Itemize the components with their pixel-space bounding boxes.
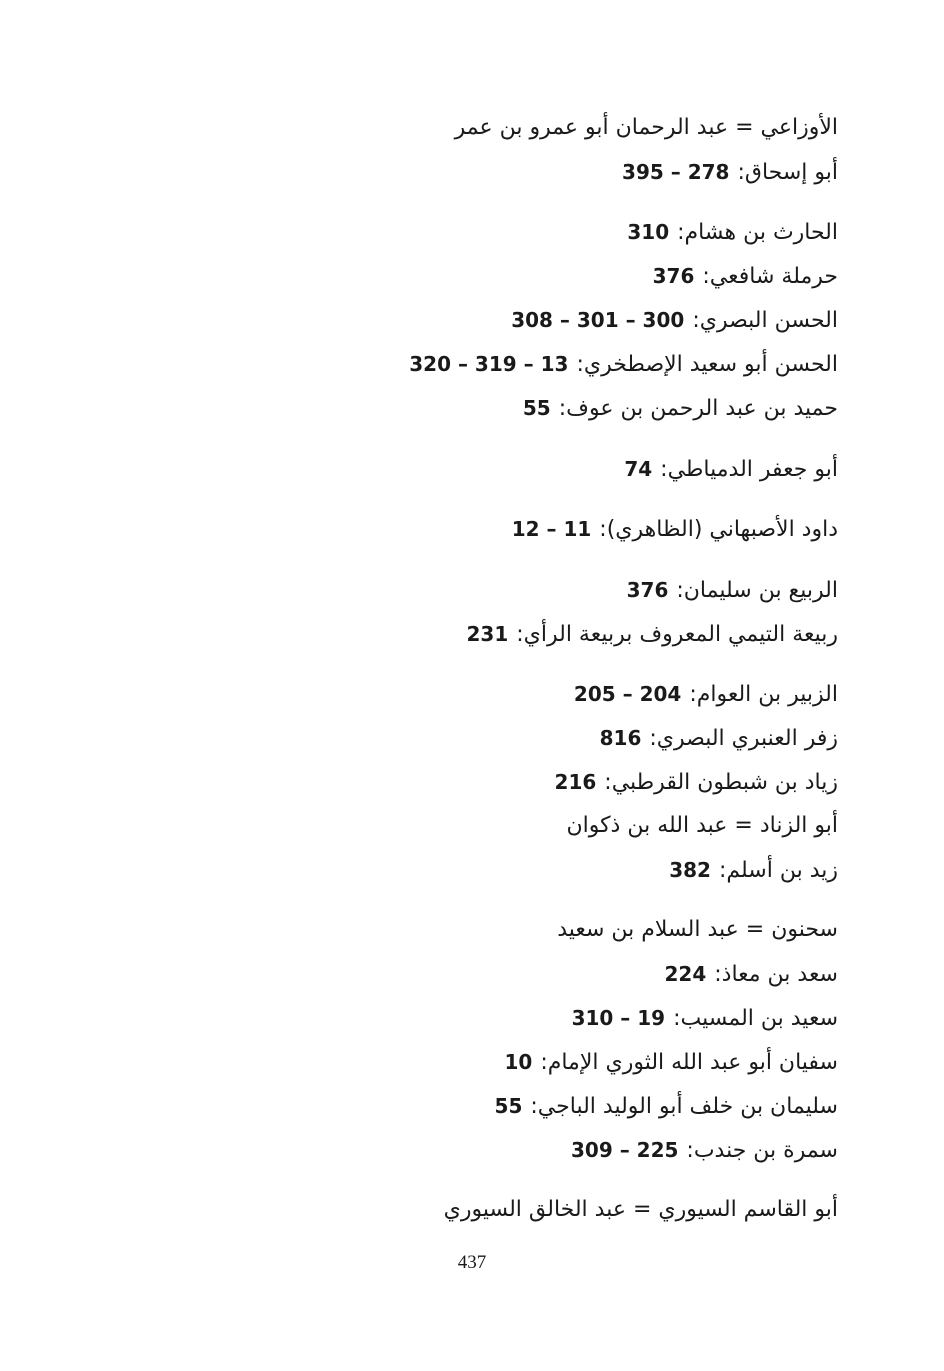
entry-pages: 55 — [494, 1094, 523, 1118]
index-entry — [566, 811, 838, 841]
entry-pages: 12 – 11 — [511, 517, 592, 541]
index-entry — [455, 113, 838, 143]
index-entry — [664, 959, 838, 989]
entry-name: سليمان بن خلف أبو الوليد الباجي: — [530, 1094, 838, 1119]
entry-name: أبو القاسم السيوري = عبد الخالق السيوري — [443, 1197, 838, 1222]
index-entry — [409, 349, 838, 379]
index-entry — [444, 1195, 838, 1225]
entry-pages: 10 — [504, 1050, 533, 1074]
index-entry — [571, 1135, 838, 1165]
index-entry — [504, 1047, 838, 1077]
index-entry — [653, 261, 838, 291]
entry-name: أبو جعفر الدمياطي: — [660, 457, 838, 482]
index-entry — [523, 393, 838, 423]
index-entry — [669, 855, 838, 885]
entry-pages: 816 — [599, 726, 642, 750]
entry-pages: 376 — [652, 264, 695, 288]
index-entry — [627, 575, 838, 605]
entry-name: زياد بن شبطون القرطبي: — [604, 770, 838, 795]
entry-name: ربيعة التيمي المعروف بربيعة الرأي: — [516, 622, 838, 647]
entry-pages: 309 – 225 — [570, 1138, 679, 1162]
entry-pages: 320 – 319 – 13 — [409, 352, 569, 376]
index-entry — [512, 514, 838, 544]
index-entry — [600, 723, 838, 753]
entry-name: أبو الزناد = عبد الله بن ذكوان — [566, 813, 838, 838]
index-entry — [627, 217, 838, 247]
entry-name: الحسن أبو سعيد الإصطخري: — [576, 352, 838, 377]
index-entry — [466, 619, 838, 649]
entry-name: زيد بن أسلم: — [718, 858, 838, 883]
entry-pages: 74 — [624, 457, 653, 481]
entry-name: سمرة بن جندب: — [686, 1138, 838, 1163]
entry-name: زفر العنبري البصري: — [649, 726, 838, 751]
entry-name: داود الأصبهاني (الظاهري): — [599, 517, 838, 542]
entry-pages: 308 – 301 – 300 — [511, 308, 685, 332]
entry-name: سعيد بن المسيب: — [673, 1006, 838, 1031]
page-number: 437 — [457, 1252, 487, 1273]
entry-pages: 310 – 19 — [571, 1006, 666, 1030]
entry-name: سفيان أبو عبد الله الثوري الإمام: — [540, 1050, 838, 1075]
entry-name: الحارث بن هشام: — [677, 220, 838, 245]
index-entry — [495, 1091, 838, 1121]
index-entry — [622, 157, 838, 187]
entry-pages: 216 — [554, 770, 597, 794]
entry-pages: 224 — [664, 962, 707, 986]
entry-name: أبو إسحاق: — [737, 160, 838, 185]
index-entry — [555, 767, 838, 797]
entry-pages: 310 — [627, 220, 670, 244]
entry-name: الحسن البصري: — [692, 308, 838, 333]
entry-pages: 205 – 204 — [573, 682, 682, 706]
entry-name: الزبير بن العوام: — [689, 682, 838, 707]
entry-name: الأوزاعي = عبد الرحمان أبو عمرو بن عمر — [454, 115, 838, 140]
index-entry — [511, 305, 838, 335]
index-entry — [624, 454, 838, 484]
entry-pages: 55 — [522, 396, 551, 420]
entry-name: الربيع بن سليمان: — [676, 578, 838, 603]
entry-pages: 382 — [669, 858, 711, 882]
entry-name: سحنون = عبد السلام بن سعيد — [557, 917, 838, 942]
entry-pages: 231 — [466, 622, 509, 646]
entry-pages: 395 – 278 — [622, 160, 730, 184]
entry-pages: 376 — [626, 578, 669, 602]
index-entry — [574, 679, 838, 709]
entry-name: حرملة شافعي: — [702, 264, 838, 289]
index-entry — [572, 1003, 838, 1033]
entry-name: سعد بن معاذ: — [714, 962, 838, 987]
entry-name: حميد بن عبد الرحمن بن عوف: — [558, 396, 838, 421]
index-entry — [557, 915, 838, 945]
